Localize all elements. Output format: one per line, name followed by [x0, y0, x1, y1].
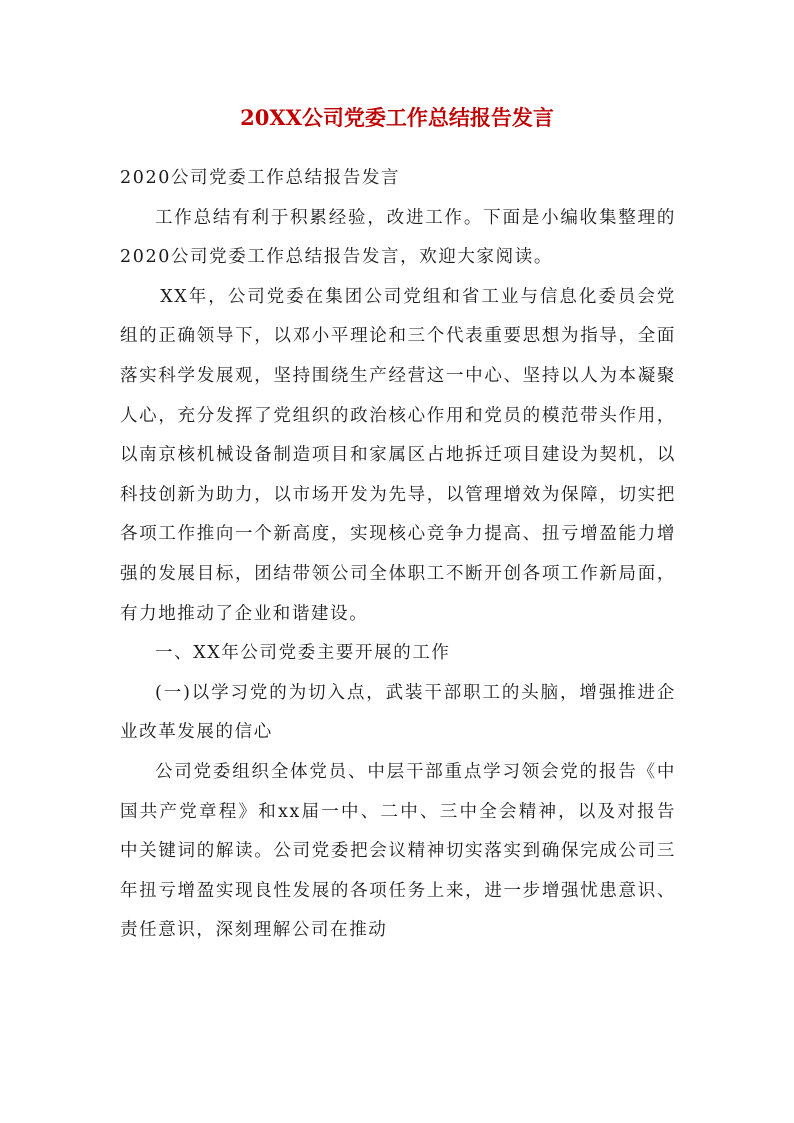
document-body — [120, 159, 676, 951]
paragraph-intro: 工作总结有利于积累经验，改进工作。下面是小编收集整理的2020公司党委工作总结报告发言，欢迎大家阅读。 — [120, 207, 676, 268]
paragraph-subtitle: 2020公司党委工作总结报告发言 — [120, 168, 401, 188]
paragraph-study: 公司党委组织全体党员、中层干部重点学习领会党的报告《中国共产党章程》和xx届一中、二中、三中全会精神，以及对报告中关键词的解读。公司党委把会议精神切实落实到确保完成公司三年扭亏增盈实现良性发展的各项任务上来，进一步增强忧患意识、责任意识，深刻理解公司在推动 — [120, 761, 676, 941]
subsection-heading: (一)以学习党的为切入点，武装干部职工的头脑，增强推进企业改革发展的信心 — [120, 682, 676, 743]
paragraph-overview: XX年，公司党委在集团公司党组和省工业与信息化委员会党组的正确领导下，以邓小平理论和三个代表重要思想为指导，全面落实科学发展观，坚持围绕生产经营这一中心、坚持以人为本凝聚人心，充分发挥了党组织的政治核心作用和党员的模范带头作用，以南京核机械设备制造项目和家属区占地拆迁项目建设为契机，以科技创新为助力，以市场开发为先导，以管理增效为保障，切实把各项工作推向一个新高度，实现核心竞争力提高、扭亏增盈能力增强的发展目标，团结带领公司全体职工不断开创各项工作新局面，有力地推动了企业和谐建设。 — [120, 286, 676, 624]
document-title: 20XX公司党委工作总结报告发言 — [240, 105, 554, 130]
section-heading: 一、XX年公司党委主要开展的工作 — [155, 643, 451, 664]
